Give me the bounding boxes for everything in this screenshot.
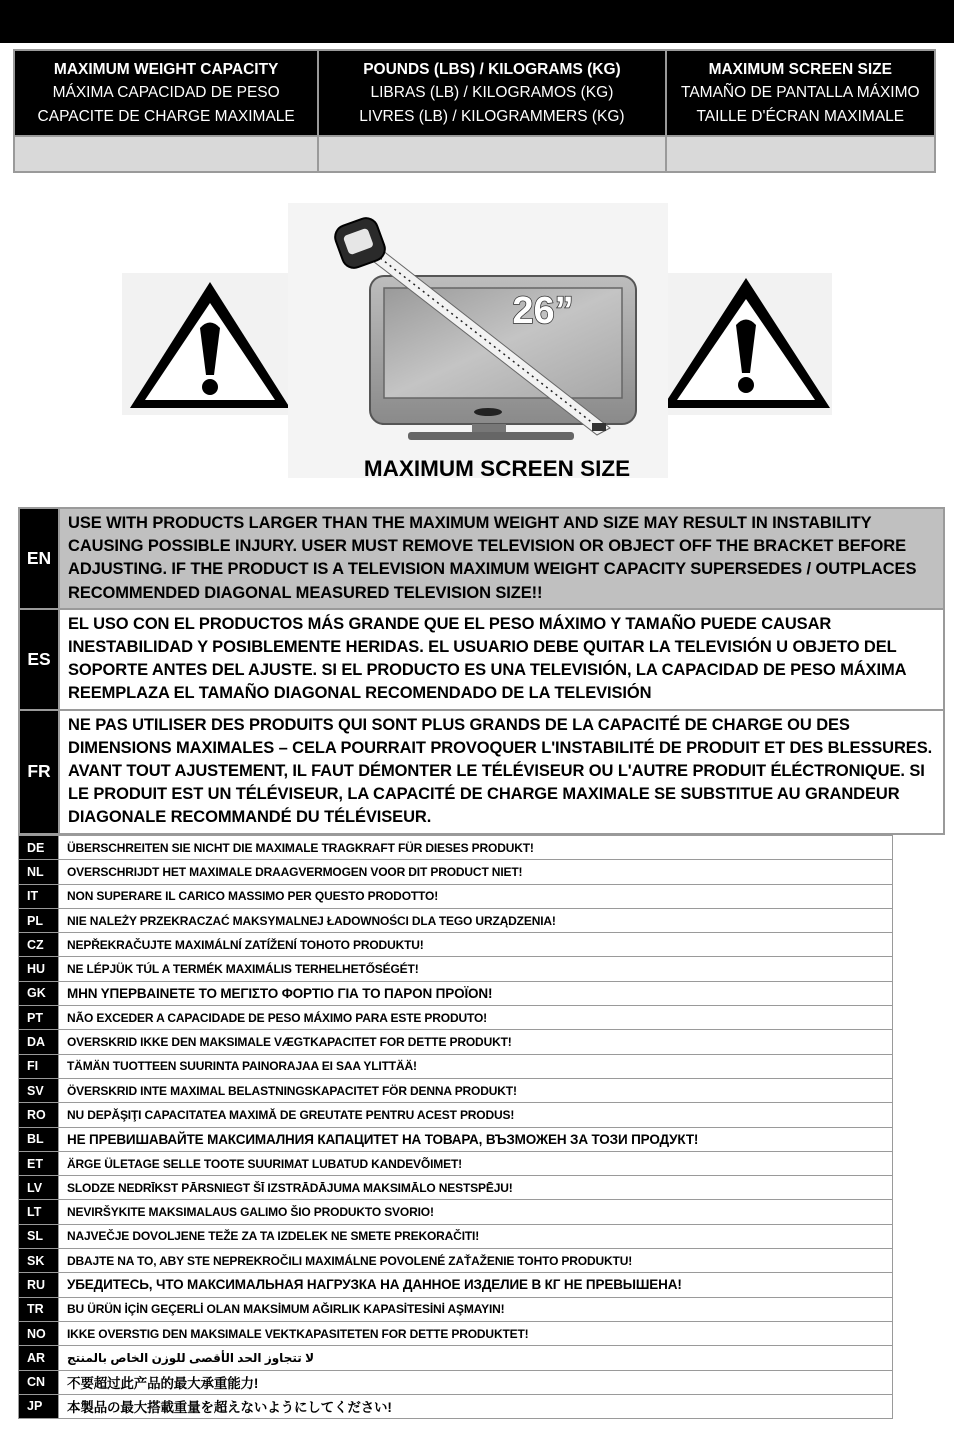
warning-row-gk	[19, 981, 893, 1005]
warning-row-sl	[19, 1224, 893, 1248]
figure-caption: MAXIMUM SCREEN SIZE	[363, 456, 631, 481]
warning-row-pt	[19, 1006, 893, 1030]
warning-triangle-icon	[662, 273, 832, 415]
warning-text: ÖVERSKRID INTE MAXIMAL BELASTNINGSKAPACITET FÖR DENNA PRODUKT!	[59, 1078, 893, 1102]
language-code: DA	[19, 1030, 59, 1054]
warning-row-lt	[19, 1200, 893, 1224]
screen-size-value	[666, 136, 935, 172]
screen-size-illustration	[122, 203, 832, 483]
language-code: TR	[19, 1297, 59, 1321]
warning-text: NU DEPĂŞIŢI CAPACITATEA MAXIMĂ DE GREUTATE PENTRU ACEST PRODUS!	[59, 1103, 893, 1127]
language-code: FI	[19, 1054, 59, 1078]
language-code: ET	[19, 1151, 59, 1175]
language-code: BL	[19, 1127, 59, 1151]
warning-text: TÄMÄN TUOTTEEN SUURINTA PAINORAJAA EI SAA YLITTÄÄ!	[59, 1054, 893, 1078]
warning-text: USE WITH PRODUCTS LARGER THAN THE MAXIMUM WEIGHT AND SIZE MAY RESULT IN INSTABILITY CAUSING POSSIBLE INJURY. USER MUST REMOVE TELEVISION OR OBJECT OFF THE BRACKET BEFORE ADJUSTING. IF THE PRODUCT IS A TELEVISION MAXIMUM WEIGHT CAPACITY SUPERSEDES / OUTPLACES RECOMMENDED DIAGONAL MEASURED TELEVISION SIZE!!	[59, 508, 944, 609]
warning-text: EL USO CON EL PRODUCTOS MÁS GRANDE QUE EL PESO MÁXIMO Y TAMAÑO PUEDE CAUSAR INESTABILIDAD Y POSIBLEMENTE HERIDAS. EL USUARIO DEBE QUITAR LA TELEVISIÓN U OBJETO DEL SOPORTE ANTES DEL AJUSTE. SI EL PRODUCTO ES UNA TELEVISIÓN, LA CAPACIDAD DE PESO MÁXIMA REEMPLAZA EL TAMAÑO DIAGONAL RECOMENDADO DE LA TELEVISIÓN	[59, 609, 944, 710]
header-line-es: LIBRAS (LB) / KILOGRAMOS (KG)	[370, 84, 614, 102]
warning-text: ÜBERSCHREITEN SIE NICHT DIE MAXIMALE TRAGKRAFT FÜR DIESES PRODUKT!	[59, 836, 893, 860]
warning-text: DBAJTE NA TO, ABY STE NEPREKROČILI MAXIMÁLNE POVOLENÉ ZAŤAŽENIE TOHTO PRODUKTU!	[59, 1249, 893, 1273]
warning-row-ro	[19, 1103, 893, 1127]
language-code: RU	[19, 1273, 59, 1297]
warning-row-sk	[19, 1249, 893, 1273]
warning-row-cn	[19, 1370, 893, 1394]
header-line-en: POUNDS (LBS) / KILOGRAMS (KG)	[363, 60, 621, 78]
header-line-fr: LIVRES (LB) / KILOGRAMMERS (KG)	[359, 107, 625, 125]
warning-row-sv	[19, 1078, 893, 1102]
warning-row-tr	[19, 1297, 893, 1321]
warning-row-de	[19, 836, 893, 860]
warning-triangle-icon	[122, 273, 302, 415]
language-code: PT	[19, 1006, 59, 1030]
warning-text: OVERSCHRIJDT HET MAXIMALE DRAAGVERMOGEN VOOR DIT PRODUCT NIET!	[59, 860, 893, 884]
warning-text: НЕ ПРЕВИШАВАЙТЕ МАКСИМАЛНИЯ КАПАЦИТЕТ НА ТОВАРА, ВЪЗМОЖЕН ЗА ТОЗИ ПРОДУКТ!	[59, 1127, 893, 1151]
header-line-en: MAXIMUM SCREEN SIZE	[708, 60, 892, 78]
warning-row-hu	[19, 957, 893, 981]
language-code: FR	[19, 710, 59, 834]
language-code: AR	[19, 1346, 59, 1370]
warning-text: SLODZE NEDRĪKST PĀRSNIEGT ŠĪ IZSTRĀDĀJUMA MAKSIMĀLO NESTSPĒJU!	[59, 1176, 893, 1200]
warning-row-lv	[19, 1176, 893, 1200]
warning-text: NE PAS UTILISER DES PRODUITS QUI SONT PLUS GRANDS DE LA CAPACITÉ DE CHARGE OU DES DIMENSIONS MAXIMALES – CELA POURRAIT PROVOQUER L'INSTABILITÉ DE PRODUIT ET DES BLESSURES. AVANT TOUT AJUSTEMENT, IL FAUT DÉMONTER LE TÉLÉVISEUR OU L'AUTRE PRODUIT ÉLÉCTRONIQUE. SI LE PRODUIT EST UN TÉLÉVISEUR, LA CAPACITÉ DE CHARGE MAXIMALE SE SUBSTITUE AU GRANDEUR DIAGONALE RECOMMANDÉ DU TÉLÉVISEUR.	[59, 710, 944, 834]
warning-text: BU ÜRÜN İÇİN GEÇERLİ OLAN MAKSİMUM AĞIRLIK KAPASİTESİNİ AŞMAYIN!	[59, 1297, 893, 1321]
header-line-es: TAMAÑO DE PANTALLA MÁXIMO	[681, 84, 920, 102]
warning-row-pl	[19, 908, 893, 932]
warning-text: 不要超过此产品的最大承重能力!	[59, 1370, 893, 1394]
header-line-en: MAXIMUM WEIGHT CAPACITY	[53, 60, 279, 78]
warning-row-fr	[19, 710, 944, 834]
capacity-spec-table	[13, 49, 936, 173]
warning-text: ΜΗΝ ΥΠΕΡΒΑΙΝΕΤΕ ΤΟ ΜΕΓΙΣΤΟ ΦΟΡΤΙΟ ΓΙΑ ΤΟ ΠΑΡΟΝ ΠΡΟΪΟΝ!	[59, 981, 893, 1005]
language-code: PL	[19, 908, 59, 932]
language-code: JP	[19, 1394, 59, 1418]
language-code: NO	[19, 1321, 59, 1345]
warning-row-fi	[19, 1054, 893, 1078]
screen-size-header	[666, 50, 935, 136]
units-value	[318, 136, 665, 172]
screen-size-label: 26”	[512, 290, 574, 332]
units-header	[318, 50, 665, 136]
language-code: LV	[19, 1176, 59, 1200]
weight-capacity-header	[14, 50, 318, 136]
language-code: CZ	[19, 933, 59, 957]
language-code: EN	[19, 508, 59, 609]
language-code: DE	[19, 836, 59, 860]
warning-row-ru	[19, 1273, 893, 1297]
header-line-fr: CAPACITE DE CHARGE MAXIMALE	[37, 107, 295, 125]
warning-row-cz	[19, 933, 893, 957]
warning-row-it	[19, 884, 893, 908]
language-code: NL	[19, 860, 59, 884]
warning-text: NON SUPERARE IL CARICO MASSIMO PER QUESTO PRODOTTO!	[59, 884, 893, 908]
warning-text: لا تتجاوز الحد الأقصى للوزن الخاص بالمنتج	[59, 1346, 893, 1370]
language-code: RO	[19, 1103, 59, 1127]
warning-row-et	[19, 1151, 893, 1175]
language-code: SL	[19, 1224, 59, 1248]
warning-row-nl	[19, 860, 893, 884]
warning-text: IKKE OVERSTIG DEN MAKSIMALE VEKTKAPASITETEN FOR DETTE PRODUKTET!	[59, 1321, 893, 1345]
warning-row-bl	[19, 1127, 893, 1151]
warning-row-jp	[19, 1394, 893, 1418]
warning-text: NEVIRŠYKITE MAKSIMALAUS GALIMO ŠIO PRODUKTO SVORIO!	[59, 1200, 893, 1224]
warning-text: ÄRGE ÜLETAGE SELLE TOOTE SUURIMAT LUBATUD KANDEVÕIMET!	[59, 1151, 893, 1175]
language-code: SK	[19, 1249, 59, 1273]
language-code: HU	[19, 957, 59, 981]
warning-row-en	[19, 508, 944, 609]
top-black-bar	[0, 0, 954, 43]
warning-text: OVERSKRID IKKE DEN MAKSIMALE VÆGTKAPACITET FOR DETTE PRODUKT!	[59, 1030, 893, 1054]
secondary-warnings-table	[18, 835, 893, 1419]
warning-row-es	[19, 609, 944, 710]
header-line-es: MÁXIMA CAPACIDAD DE PESO	[52, 84, 280, 102]
primary-warnings-table	[18, 507, 945, 835]
warning-row-da	[19, 1030, 893, 1054]
warning-text: NAJVEČJE DOVOLJENE TEŽE ZA TA IZDELEK NE SMETE PREKORAČITI!	[59, 1224, 893, 1248]
spec-value-row	[14, 136, 935, 172]
language-code: ES	[19, 609, 59, 710]
language-code: LT	[19, 1200, 59, 1224]
warning-text: NIE NALEŻY PRZEKRACZAĆ MAKSYMALNEJ ŁADOWNOŚCI DLA TEGO URZĄDZENIA!	[59, 908, 893, 932]
language-code: SV	[19, 1078, 59, 1102]
warning-text: 本製品の最大搭載重量を超えないようにしてください!	[59, 1394, 893, 1418]
language-code: GK	[19, 981, 59, 1005]
language-code: IT	[19, 884, 59, 908]
warning-text: NEPŘEKRAČUJTE MAXIMÁLNÍ ZATÍŽENÍ TOHOTO PRODUKTU!	[59, 933, 893, 957]
header-line-fr: TAILLE D'ÉCRAN MAXIMALE	[696, 107, 905, 125]
spec-header-row	[14, 50, 935, 136]
warning-row-ar	[19, 1346, 893, 1370]
warning-row-no	[19, 1321, 893, 1345]
warning-text: NÃO EXCEDER A CAPACIDADE DE PESO MÁXIMO PARA ESTE PRODUTO!	[59, 1006, 893, 1030]
warning-text: УБЕДИТЕСЬ, ЧТО МАКСИМАЛЬНАЯ НАГРУЗКА НА ДАННОЕ ИЗДЕЛИЕ В КГ НЕ ПРЕВЫШЕНА!	[59, 1273, 893, 1297]
secondary-warnings-body	[19, 836, 893, 1419]
language-code: CN	[19, 1370, 59, 1394]
warning-text: NE LÉPJÜK TÚL A TERMÉK MAXIMÁLIS TERHELHETŐSÉGÉT!	[59, 957, 893, 981]
weight-capacity-value	[14, 136, 318, 172]
